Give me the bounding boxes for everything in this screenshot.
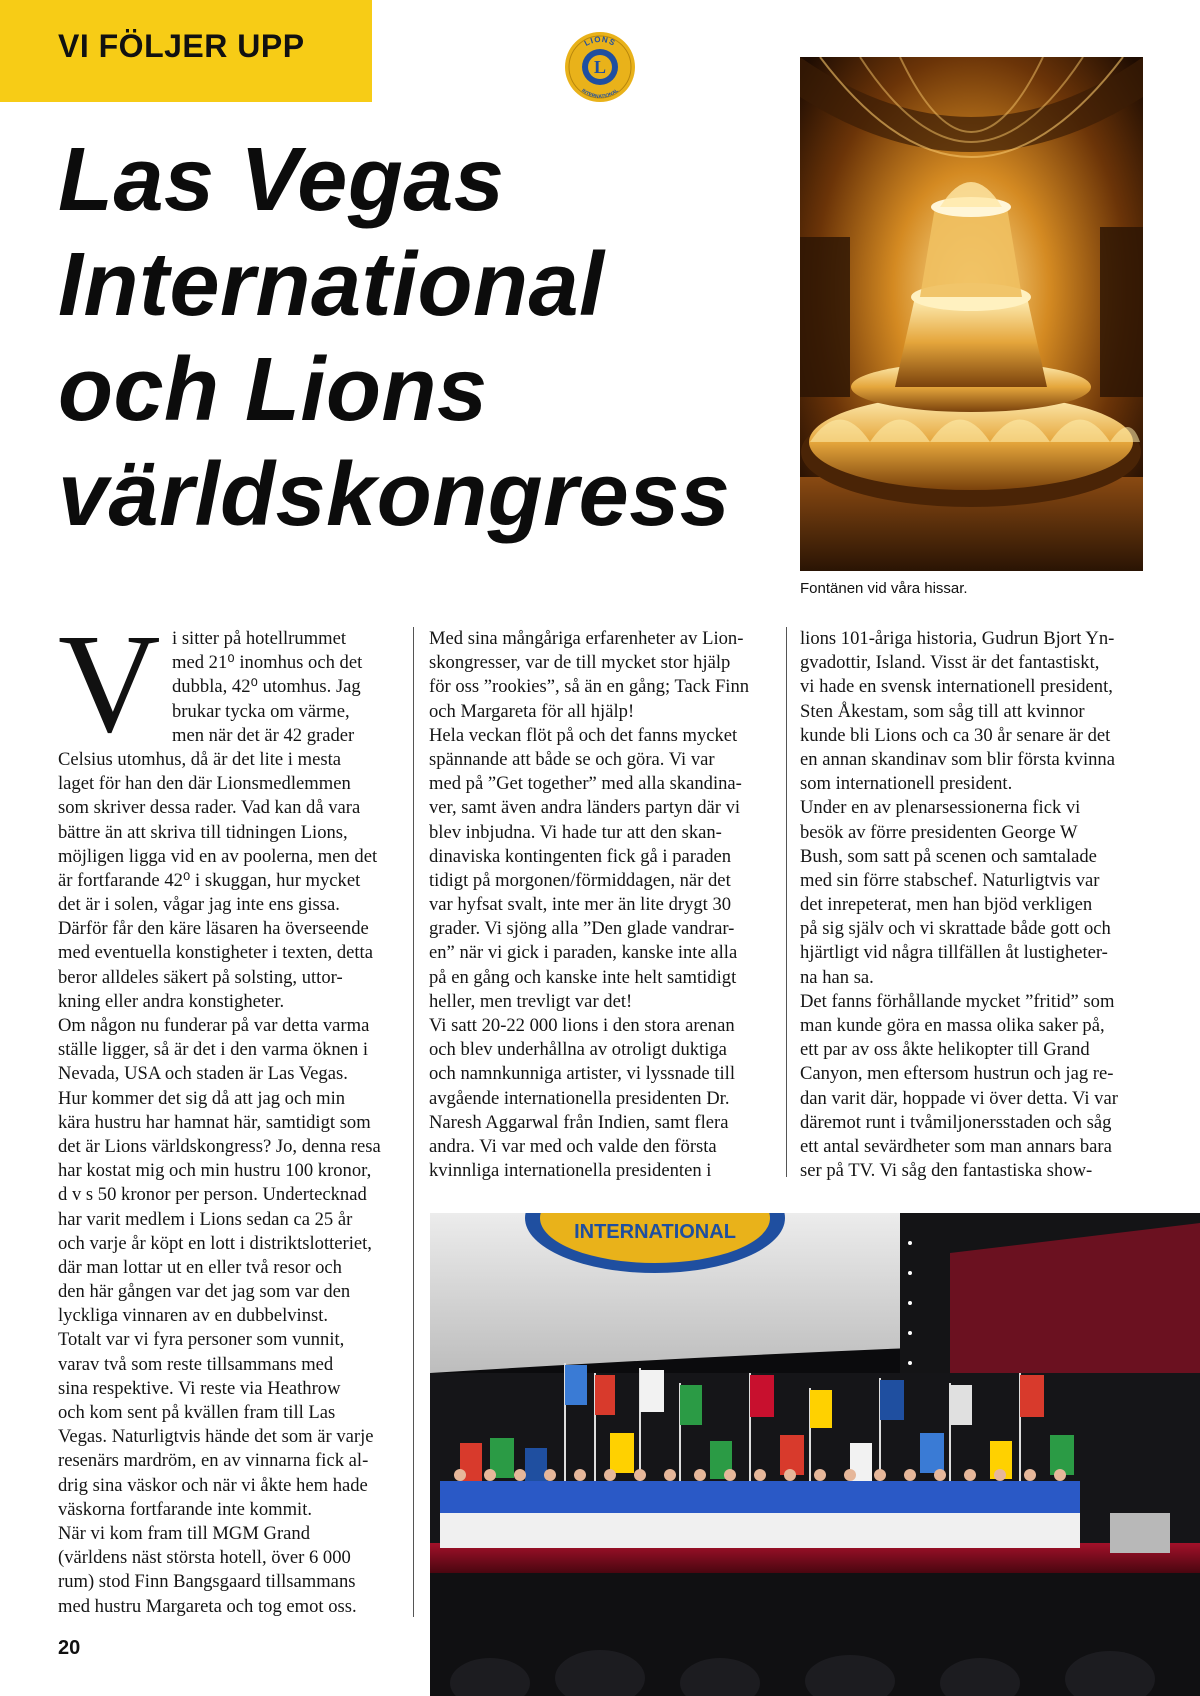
text-line: tidigt på morgonen/förmiddagen, när det xyxy=(429,869,731,891)
text-line: det är Lions världskongress? Jo, denna resa xyxy=(58,1135,381,1157)
text-line: en annan skandinav som blir första kvinna xyxy=(800,748,1115,770)
text-line: Totalt var vi fyra personer som vunnit, xyxy=(58,1329,345,1351)
headline-line: International xyxy=(58,235,605,335)
text-line: Sten Åkestam, som såg till att kvinnor xyxy=(800,700,1085,722)
text-line: den här gången var det jag som var den xyxy=(58,1281,351,1303)
text-line: ett par av oss åkte helikopter till Grand xyxy=(800,1039,1090,1061)
column-divider xyxy=(786,627,787,1177)
text-line: brukar tycka om värme, xyxy=(172,700,350,722)
text-line: ver, samt även andra länders partyn där vi xyxy=(429,797,741,819)
text-line: Bush, som satt på scenen och samtalade xyxy=(800,845,1097,867)
text-line: har varit medlem i Lions sedan ca 25 år xyxy=(58,1208,353,1230)
text-line: kvinnliga internationella presidenten i xyxy=(429,1160,712,1182)
fountain-photo xyxy=(800,57,1143,571)
headline xyxy=(58,128,798,548)
text-line: och varje år köpt en lott i distriktslotteriet, xyxy=(58,1232,372,1254)
headline-line: Las Vegas xyxy=(58,130,505,230)
text-line: andra. Vi var med och valde den första xyxy=(429,1135,717,1157)
fountain-caption: Fontänen vid våra hissar. xyxy=(800,580,968,597)
text-line: Under en av plenarsessionerna fick vi xyxy=(800,797,1081,819)
text-line: man kunde göra en massa olika saker på, xyxy=(800,1015,1105,1036)
logo-letter: L xyxy=(593,57,607,77)
text-line: besök av förre presidenten George W xyxy=(800,821,1078,843)
text-line: och Margareta för all hjälp! xyxy=(429,700,635,722)
headline-line: världskongress xyxy=(58,445,731,545)
drop-cap: V xyxy=(58,604,161,762)
text-line: beror alldeles säkert på solsting, uttor- xyxy=(58,966,343,988)
stage-banner-text: INTERNATIONAL xyxy=(574,1221,736,1243)
text-line: möjligen ligga vid en av poolerna, men det xyxy=(58,845,378,867)
text-line: Hur kommer det sig då att jag och min xyxy=(58,1087,346,1109)
text-line: dinaviska kontingenten fick gå i paraden xyxy=(429,845,732,867)
text-line: Naresh Aggarwal från Indien, samt flera xyxy=(429,1111,729,1133)
text-line: kära hustru har hamnat här, samtidigt som xyxy=(58,1111,371,1133)
section-label: VI FÖLJER UPP xyxy=(58,28,305,64)
text-line: och namnkunniga artister, vi lyssnade till xyxy=(429,1063,735,1085)
text-line: Med sina mångåriga erfarenheter av Lion- xyxy=(429,628,744,649)
text-line: d v s 50 kronor per person. Undertecknad xyxy=(58,1184,367,1206)
text-line: där man lottar ut en eller två resor och xyxy=(58,1256,342,1278)
text-line: lions 101-åriga historia, Gudrun Bjort Yn- xyxy=(800,628,1115,649)
text-line: resenärs mardröm, en av vinnarna fick al- xyxy=(58,1450,369,1472)
text-line: med på ”Get together” med alla skandina- xyxy=(429,773,742,795)
text-line: vi hade en svensk internationell president, xyxy=(800,676,1113,698)
text-line: med hustru Margareta och tog emot oss. xyxy=(58,1595,357,1617)
text-line: Om någon nu funderar på var detta varma xyxy=(58,1015,370,1036)
text-line: och blev underhållna av otroligt duktiga xyxy=(429,1039,727,1061)
text-line: det inrepeterat, men han bjöd verkligen xyxy=(800,894,1093,916)
text-line: Vi satt 20-22 000 lions i den stora arenan xyxy=(429,1015,735,1036)
text-line: kunde bli Lions och ca 30 år senare är det xyxy=(800,724,1111,746)
text-line: varav två som reste tillsammans med xyxy=(58,1353,334,1375)
text-line: däremot runt i tvåmiljonersstaden och såg xyxy=(800,1111,1112,1133)
text-line: väskorna fortfarande inte kommit. xyxy=(58,1498,313,1520)
text-line: som skriver dessa rader. Vad kan då vara xyxy=(58,797,361,819)
page-number: 20 xyxy=(58,1637,81,1659)
text-line: Hela veckan flöt på och det fanns mycket xyxy=(429,724,738,746)
text-line: bättre än att skriva till tidningen Lions, xyxy=(58,821,348,843)
column-divider xyxy=(413,627,414,1617)
section-tag xyxy=(0,0,372,102)
text-line: Därför får den käre läsaren ha överseende xyxy=(58,918,369,940)
text-line: dan varit där, hoppade vi över detta. Vi var xyxy=(800,1087,1118,1109)
lions-logo xyxy=(563,30,637,104)
logo-text-bottom: INTERNATIONAL xyxy=(580,87,620,101)
text-line: (världens näst största hotell, över 6 000 xyxy=(58,1547,351,1569)
text-line: det är i solen, vågar jag inte ens gissa. xyxy=(58,894,340,916)
indented-lines xyxy=(172,627,403,748)
text-line: drig sina väskor och när vi åkte hem hade xyxy=(58,1474,368,1496)
text-line: avgående internationella presidenten Dr. xyxy=(429,1087,730,1109)
text-line: dubbla, 42⁰ utomhus. Jag xyxy=(172,676,361,698)
text-line: Nevada, USA och staden är Las Vegas. xyxy=(58,1063,348,1085)
text-line: ser på TV. Vi såg den fantastiska show- xyxy=(800,1160,1093,1182)
text-line: rum) stod Finn Bangsgaard tillsammans xyxy=(58,1571,356,1593)
text-line: var hyfsat svalt, inte mer än lite drygt 30 xyxy=(429,894,732,916)
text-line: lyckliga vinnaren av en dubbelvinst. xyxy=(58,1305,329,1327)
text-line: har kostat mig och min hustru 100 kronor, xyxy=(58,1160,372,1182)
text-line: på en gång och kanske inte helt samtidigt xyxy=(429,966,737,988)
article-column-2 xyxy=(429,627,779,1183)
convention-stage-photo xyxy=(430,1213,1200,1696)
text-line: i sitter på hotellrummet xyxy=(172,628,347,649)
text-line: med 21⁰ inomhus och det xyxy=(172,652,363,674)
text-line: Det fanns förhållande mycket ”fritid” som xyxy=(800,990,1115,1012)
text-line: på sig själv och vi skrattade både gott och xyxy=(800,918,1111,940)
text-line: Celsius utomhus, då är det lite i mesta xyxy=(58,748,341,770)
text-line: na han sa. xyxy=(800,966,874,988)
text-line: en” när vi gick i paraden, kanske inte alla xyxy=(429,942,738,964)
text-line: med eventuella konstigheter i texten, detta xyxy=(58,942,373,964)
text-line: gvadottir, Island. Visst är det fantastiskt, xyxy=(800,652,1100,674)
text-line: Vegas. Naturligtvis hände det som är varje xyxy=(58,1426,374,1448)
text-line: sina respektive. Vi reste via Heathrow xyxy=(58,1377,341,1399)
text-line: hjärtligt vid några tillfällen åt lustigheter- xyxy=(800,942,1108,964)
text-line: är fortfarande 42⁰ i skuggan, hur mycket xyxy=(58,869,361,891)
text-line: ett antal sevärdheter som man annars bara xyxy=(800,1135,1112,1157)
text-line: Canyon, men eftersom hustrun och jag re- xyxy=(800,1063,1114,1085)
article-column-3 xyxy=(800,627,1150,1183)
text-line: blev inbjudna. Vi hade tur att den skan- xyxy=(429,821,722,843)
text-line: ställe ligger, så är det i den varma öknen i xyxy=(58,1039,369,1061)
text-line: och kom sent på kvällen fram till Las xyxy=(58,1402,336,1423)
text-line: spännande att både se och göra. Vi var xyxy=(429,748,715,770)
text-line: heller, men trevligt var det! xyxy=(429,990,633,1012)
text-line: som internationell president. xyxy=(800,773,1013,795)
text-line: grader. Vi sjöng alla ”Den glade vandrar- xyxy=(429,918,735,940)
logo-text-top: LIONS xyxy=(582,34,618,48)
text-line: men när det är 42 grader xyxy=(172,724,355,746)
text-line: skongresser, var de till mycket stor hjälp xyxy=(429,652,731,674)
text-line: När vi kom fram till MGM Grand xyxy=(58,1522,311,1544)
article-column-1 xyxy=(58,604,403,1619)
headline-line: och Lions xyxy=(58,340,488,440)
text-line: laget för han den där Lionsmedlemmen xyxy=(58,773,351,795)
text-line: med sin förre stabschef. Naturligtvis var xyxy=(800,869,1100,891)
text-line: för oss ”rookies”, så än en gång; Tack Finn xyxy=(429,676,750,698)
text-line: kning eller andra konstigheter. xyxy=(58,990,285,1012)
